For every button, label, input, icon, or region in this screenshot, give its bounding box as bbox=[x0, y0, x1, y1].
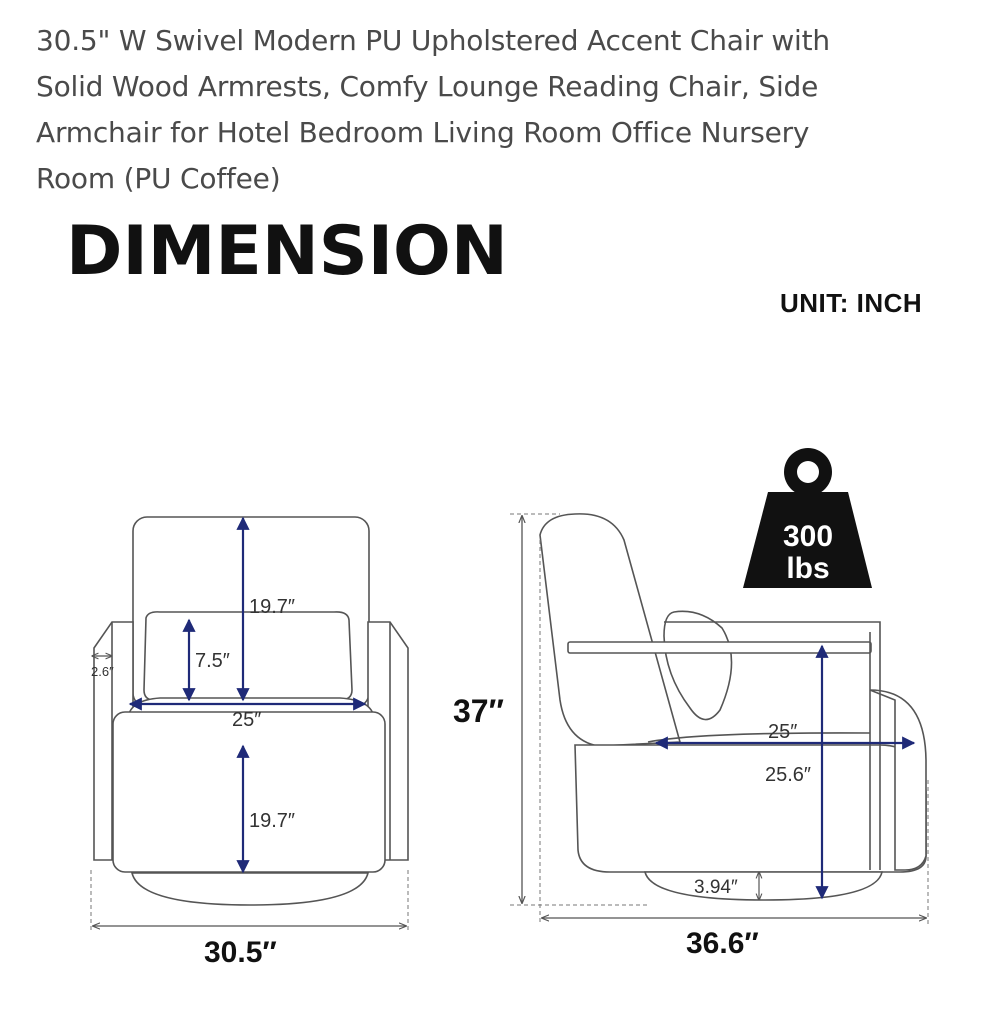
overall-width-label: 30.5″ bbox=[204, 936, 277, 969]
side-swivel-base bbox=[645, 872, 882, 900]
overall-height-label: 37″ bbox=[453, 693, 504, 729]
side-armrest-board bbox=[568, 642, 871, 653]
front-swivel-base bbox=[132, 873, 368, 905]
front-seat-front bbox=[113, 712, 385, 872]
product-title-line: Solid Wood Armrests, Comfy Lounge Reading Chair, Side bbox=[36, 70, 819, 103]
seat-height-label: 19.7″ bbox=[249, 810, 296, 832]
product-title-line: Room (PU Coffee) bbox=[36, 162, 281, 195]
side-view-chair bbox=[540, 514, 926, 900]
seat-width-label: 25″ bbox=[232, 709, 262, 731]
front-pillow bbox=[144, 612, 352, 700]
overall-depth-label: 36.6″ bbox=[686, 927, 759, 960]
side-seat-body bbox=[575, 745, 926, 872]
side-pillow bbox=[664, 611, 732, 719]
pillow-height-label: 7.5″ bbox=[195, 650, 230, 672]
weight-value: 300 bbox=[782, 520, 834, 553]
back-height-label: 19.7″ bbox=[249, 596, 296, 618]
dimension-heading: DIMENSION bbox=[66, 212, 508, 291]
product-title-line: 30.5" W Swivel Modern PU Upholstered Accent Chair with bbox=[36, 24, 830, 57]
unit-label: UNIT: INCH bbox=[780, 288, 923, 318]
side-backrest bbox=[540, 514, 680, 746]
weight-unit: lbs bbox=[786, 552, 830, 585]
weight-capacity-badge bbox=[743, 448, 872, 588]
base-height-label: 3.94″ bbox=[694, 877, 738, 898]
product-title-line: Armchair for Hotel Bedroom Living Room Office Nursery bbox=[36, 116, 810, 149]
arm-height-label: 25.6″ bbox=[765, 764, 812, 786]
arm-width-label: 2.6″ bbox=[91, 664, 114, 679]
seat-depth-label: 25″ bbox=[768, 721, 798, 743]
